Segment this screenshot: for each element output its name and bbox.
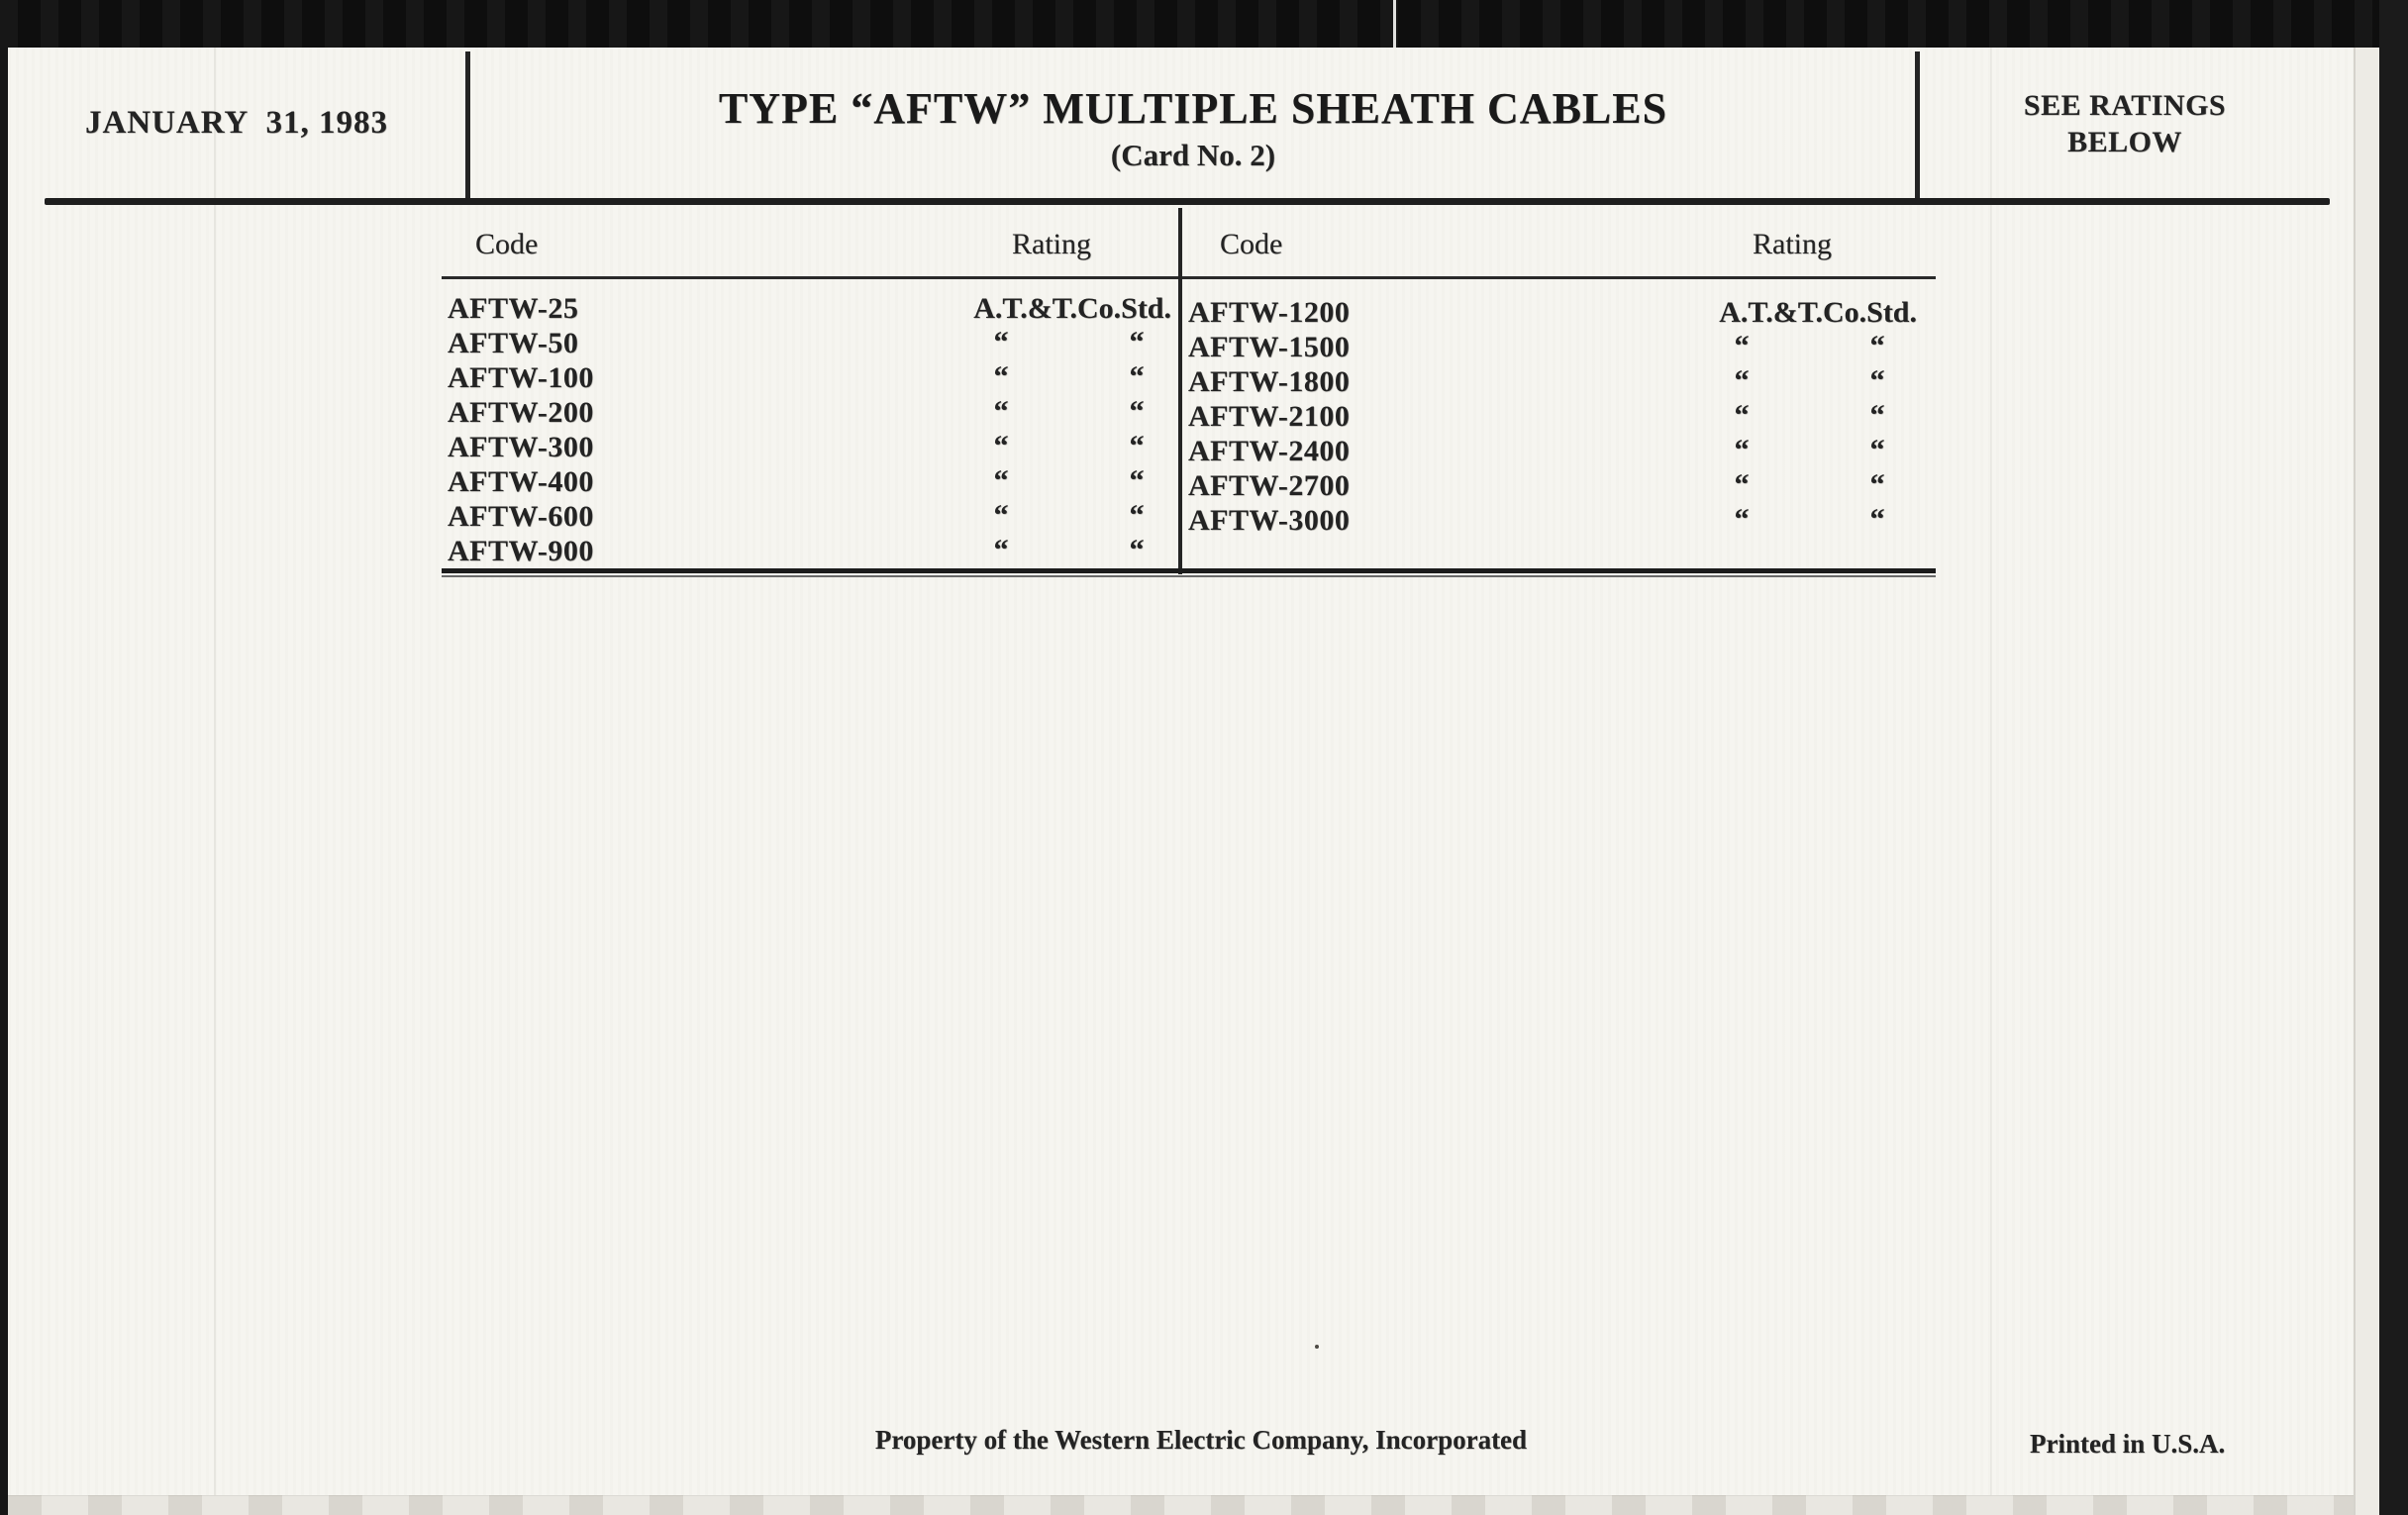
card-fold-line xyxy=(214,48,216,1515)
table-row xyxy=(448,326,1171,360)
table-row xyxy=(1188,468,1917,503)
ditto-mark: “ xyxy=(1734,399,1750,432)
ditto-mark: “ xyxy=(1869,399,1885,432)
ink-speck xyxy=(1315,1345,1319,1349)
ditto-mark: “ xyxy=(1734,364,1750,397)
cable-code: AFTW-50 xyxy=(448,327,579,359)
cable-code: AFTW-1500 xyxy=(1188,331,1351,363)
ditto-mark: “ xyxy=(1129,360,1145,393)
footer-printed-note: Printed in U.S.A. xyxy=(2030,1429,2226,1459)
title-block xyxy=(471,83,1915,174)
ditto-mark: “ xyxy=(1129,430,1145,462)
cable-code: AFTW-100 xyxy=(448,361,594,394)
cable-code: AFTW-200 xyxy=(448,396,594,429)
code-column-header: Code xyxy=(1220,228,1283,260)
table-row xyxy=(1188,330,1917,364)
cable-code: AFTW-1200 xyxy=(1188,296,1351,329)
cable-table-left xyxy=(448,291,1171,568)
cable-rating: A.T.&T.Co.Std. xyxy=(973,292,1171,325)
card-fold-line xyxy=(1990,48,1992,1515)
table-row xyxy=(1188,364,1917,399)
table-header-underline xyxy=(442,276,1936,279)
cable-code: AFTW-3000 xyxy=(1188,504,1351,537)
table-row xyxy=(448,395,1171,430)
ditto-mark: “ xyxy=(1129,464,1145,497)
page-subtitle: (Card No. 2) xyxy=(1110,138,1276,172)
cable-code: AFTW-2700 xyxy=(1188,469,1351,502)
ditto-mark: “ xyxy=(1129,326,1145,358)
index-card xyxy=(8,48,2379,1515)
code-column-header: Code xyxy=(475,228,539,260)
ditto-mark: “ xyxy=(1129,534,1145,566)
header-left-divider xyxy=(465,51,470,199)
ditto-mark: “ xyxy=(1869,364,1885,397)
rating-column-header: Rating xyxy=(1753,228,1832,260)
footer-property-note: Property of the Western Electric Company, Incorporated xyxy=(874,1425,1528,1455)
cable-code: AFTW-900 xyxy=(448,535,594,567)
scan-scratch-line xyxy=(1393,0,1396,48)
rating-column-header: Rating xyxy=(1012,228,1091,260)
ditto-mark: “ xyxy=(993,326,1009,358)
ditto-mark: “ xyxy=(1734,468,1750,501)
ditto-mark: “ xyxy=(993,534,1009,566)
table-row xyxy=(448,534,1171,568)
card-right-margin xyxy=(2354,48,2379,1515)
cable-code: AFTW-25 xyxy=(448,292,579,325)
table-row xyxy=(448,464,1171,499)
ditto-mark: “ xyxy=(993,464,1009,497)
cable-table-right xyxy=(1188,295,1917,538)
scan-left-edge xyxy=(0,48,8,1515)
see-ratings-line2: BELOW xyxy=(2067,126,2182,158)
page-title: TYPE “AFTW” MULTIPLE SHEATH CABLES xyxy=(718,84,1668,133)
table-center-divider xyxy=(1178,208,1182,574)
table-row xyxy=(1188,503,1917,538)
cable-code: AFTW-1800 xyxy=(1188,365,1351,398)
ditto-mark: “ xyxy=(993,499,1009,532)
ditto-mark: “ xyxy=(1734,434,1750,466)
cable-rating: A.T.&T.Co.Std. xyxy=(1719,296,1917,329)
table-bottom-rule xyxy=(442,568,1936,577)
header-rule xyxy=(45,198,2330,205)
cable-code: AFTW-400 xyxy=(448,465,594,498)
ditto-mark: “ xyxy=(993,360,1009,393)
table-row xyxy=(448,430,1171,464)
table-row xyxy=(1188,399,1917,434)
ditto-mark: “ xyxy=(1129,395,1145,428)
see-ratings-line1: SEE RATINGS xyxy=(2023,89,2227,122)
cable-code: AFTW-600 xyxy=(448,500,594,533)
date-label: JANUARY 31, 1983 xyxy=(84,105,389,141)
scan-top-band xyxy=(0,0,2408,48)
ditto-mark: “ xyxy=(993,395,1009,428)
ditto-mark: “ xyxy=(1734,503,1750,536)
ditto-mark: “ xyxy=(1869,434,1885,466)
ditto-mark: “ xyxy=(993,430,1009,462)
ditto-mark: “ xyxy=(1734,330,1750,362)
ditto-mark: “ xyxy=(1129,499,1145,532)
cable-code: AFTW-300 xyxy=(448,431,594,463)
table-row xyxy=(1188,295,1917,330)
scan-bottom-strip xyxy=(8,1495,2354,1515)
cable-code: AFTW-2100 xyxy=(1188,400,1351,433)
scan-right-edge xyxy=(2379,0,2408,1515)
see-ratings-note xyxy=(1920,87,2330,160)
table-row xyxy=(1188,434,1917,468)
table-row xyxy=(448,499,1171,534)
table-row xyxy=(448,360,1171,395)
card-edge-line xyxy=(2354,48,2356,1515)
ditto-mark: “ xyxy=(1869,330,1885,362)
ditto-mark: “ xyxy=(1869,468,1885,501)
cable-code: AFTW-2400 xyxy=(1188,435,1351,467)
table-row xyxy=(448,291,1171,326)
ditto-mark: “ xyxy=(1869,503,1885,536)
